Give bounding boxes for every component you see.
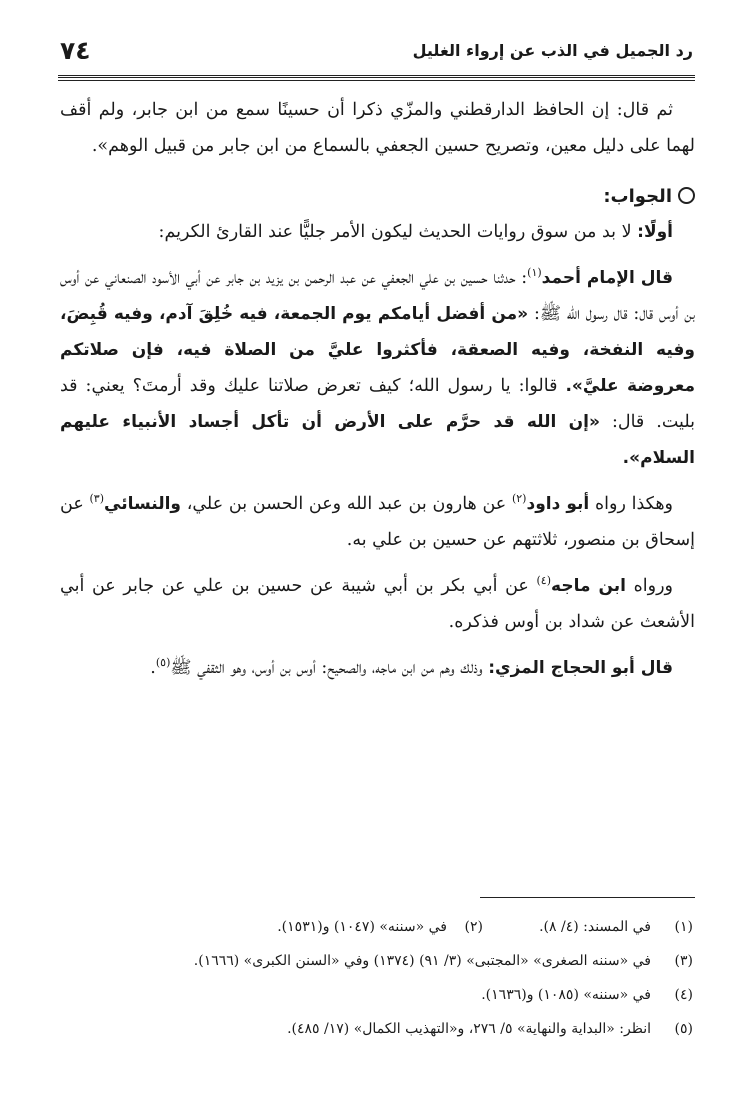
footnote-number-3: (٣) [674, 953, 693, 969]
footnote-rule [480, 897, 695, 898]
ahmad-chain: : حدثنا حسين بن علي الجعفي عن عبد الرحمن بن يزيد بن جابر عن أبي الأسود الصنعاني عن أوس بن أوس قال: قال رسول الله ﷺ: [60, 268, 695, 324]
abu-dawud-text: عن هارون بن عبد الله وعن الحسن بن علي، [180, 494, 512, 514]
footnote-line-1-2 [60, 910, 693, 944]
paragraph-quote-end: ثم قال: إن الحافظ الدارقطني والمزّي ذكرا أن حسينًا سمع من ابن جابر، ولم أقف لهما على دليل معين، وتصريح حسين الجعفي بالسماع من ابن جابر من قبيل الوهم». [60, 100, 695, 156]
footnote-ref-5: (٥) [155, 656, 171, 670]
footnote-text-4: في «سننه» (١٠٨٥) و(١٦٣٦). [481, 987, 651, 1003]
footnote-ref-2: (٢) [511, 492, 527, 506]
firstly-label: أولًا: [637, 222, 673, 242]
footnote-ref-3: (٣) [89, 492, 104, 506]
header-rule [58, 75, 695, 81]
footnote-number-1: (١) [674, 919, 693, 935]
footnotes [60, 910, 693, 1046]
footnote-line-5 [60, 1012, 693, 1046]
page-number: ٧٤ [60, 35, 91, 65]
page-body [60, 92, 695, 686]
footnote-text-3: في «سننه الصغرى» «المجتبى» (٣/ ٩١) (١٣٧٤) وفي «السنن الكبرى» (١٦٦٦). [193, 953, 651, 969]
answer-heading-text: الجواب: [603, 186, 672, 207]
paragraph-ibn-majah [60, 568, 695, 640]
hadith-text-1: «من أفضل أيامكم يوم الجمعة، فيه خُلِقَ آدم، وفيه قُبِضَ، وفيه النفخة، وفيه الصعقة، فأكثروا عليَّ من الصلاة فيه، فإن صلاتكم معروضة عليَّ». [60, 304, 695, 396]
nasai-text: عن إسحاق بن منصور، ثلاثتهم عن حسين بن علي به. [60, 494, 695, 550]
footnote-line-3 [60, 944, 693, 978]
abu-dawud-label: أبو داود [526, 494, 590, 514]
paragraph-mizzi [60, 650, 695, 686]
answer-heading [60, 180, 695, 214]
abu-dawud-intro: وهكذا رواه [589, 494, 673, 514]
footnote-ref-4: (٤) [536, 574, 552, 588]
paragraph-ahmad [60, 260, 695, 476]
ahmad-label: قال الإمام أحمد [541, 268, 673, 288]
mizzi-end: . [150, 658, 156, 678]
footnote-ref-1: (١) [527, 266, 542, 280]
footnote-number-2: (٢) [464, 919, 483, 935]
footnote-number-4: (٤) [674, 987, 693, 1003]
hadith-text-2: «إن الله قد حرَّم على الأرض أن تأكل أجساد الأنبياء عليهم السلام». [60, 412, 695, 468]
footnote-line-4 [60, 978, 693, 1012]
ibn-majah-text: عن أبي بكر بن أبي شيبة عن حسين بن علي عن جابر عن أبي الأشعث عن شداد بن أوس فذكره. [60, 576, 695, 632]
mizzi-label: قال أبو الحجاج المزي: [488, 658, 673, 678]
ibn-majah-label: ابن ماجه [551, 576, 626, 596]
nasai-label: والنسائي [104, 494, 181, 514]
page-header [60, 30, 693, 70]
footnote-text-1: في المسند: (٤/ ٨). [539, 919, 651, 935]
paragraph-firstly [60, 214, 695, 250]
book-title: رد الجميل في الذب عن إرواء الغليل [412, 40, 693, 60]
footnote-text-5: انظر: «البداية والنهاية» ٥/ ٢٧٦، و«التهذيب الكمال» (١٧/ ٤٨٥). [287, 1021, 651, 1037]
mizzi-text: وذلك وهم من ابن ماجه، والصحيح: أوس بن أوس، وهو الثقفي ﷺ [170, 658, 489, 678]
circle-bullet-icon [678, 187, 695, 204]
ahmad-question: قالوا: يا رسول الله؛ كيف تعرض صلاتنا عليك وقد أرمتَ؟ يعني: قد بليت. قال: [60, 376, 695, 432]
footnote-number-5: (٥) [674, 1021, 693, 1037]
footnote-text-2: في «سننه» (١٠٤٧) و(١٥٣١). [277, 919, 447, 935]
paragraph-abu-dawud [60, 486, 695, 558]
firstly-text: لا بد من سوق روايات الحديث ليكون الأمر جليًّا عند القارئ الكريم: [158, 222, 632, 242]
ibn-majah-intro: ورواه [625, 576, 673, 596]
